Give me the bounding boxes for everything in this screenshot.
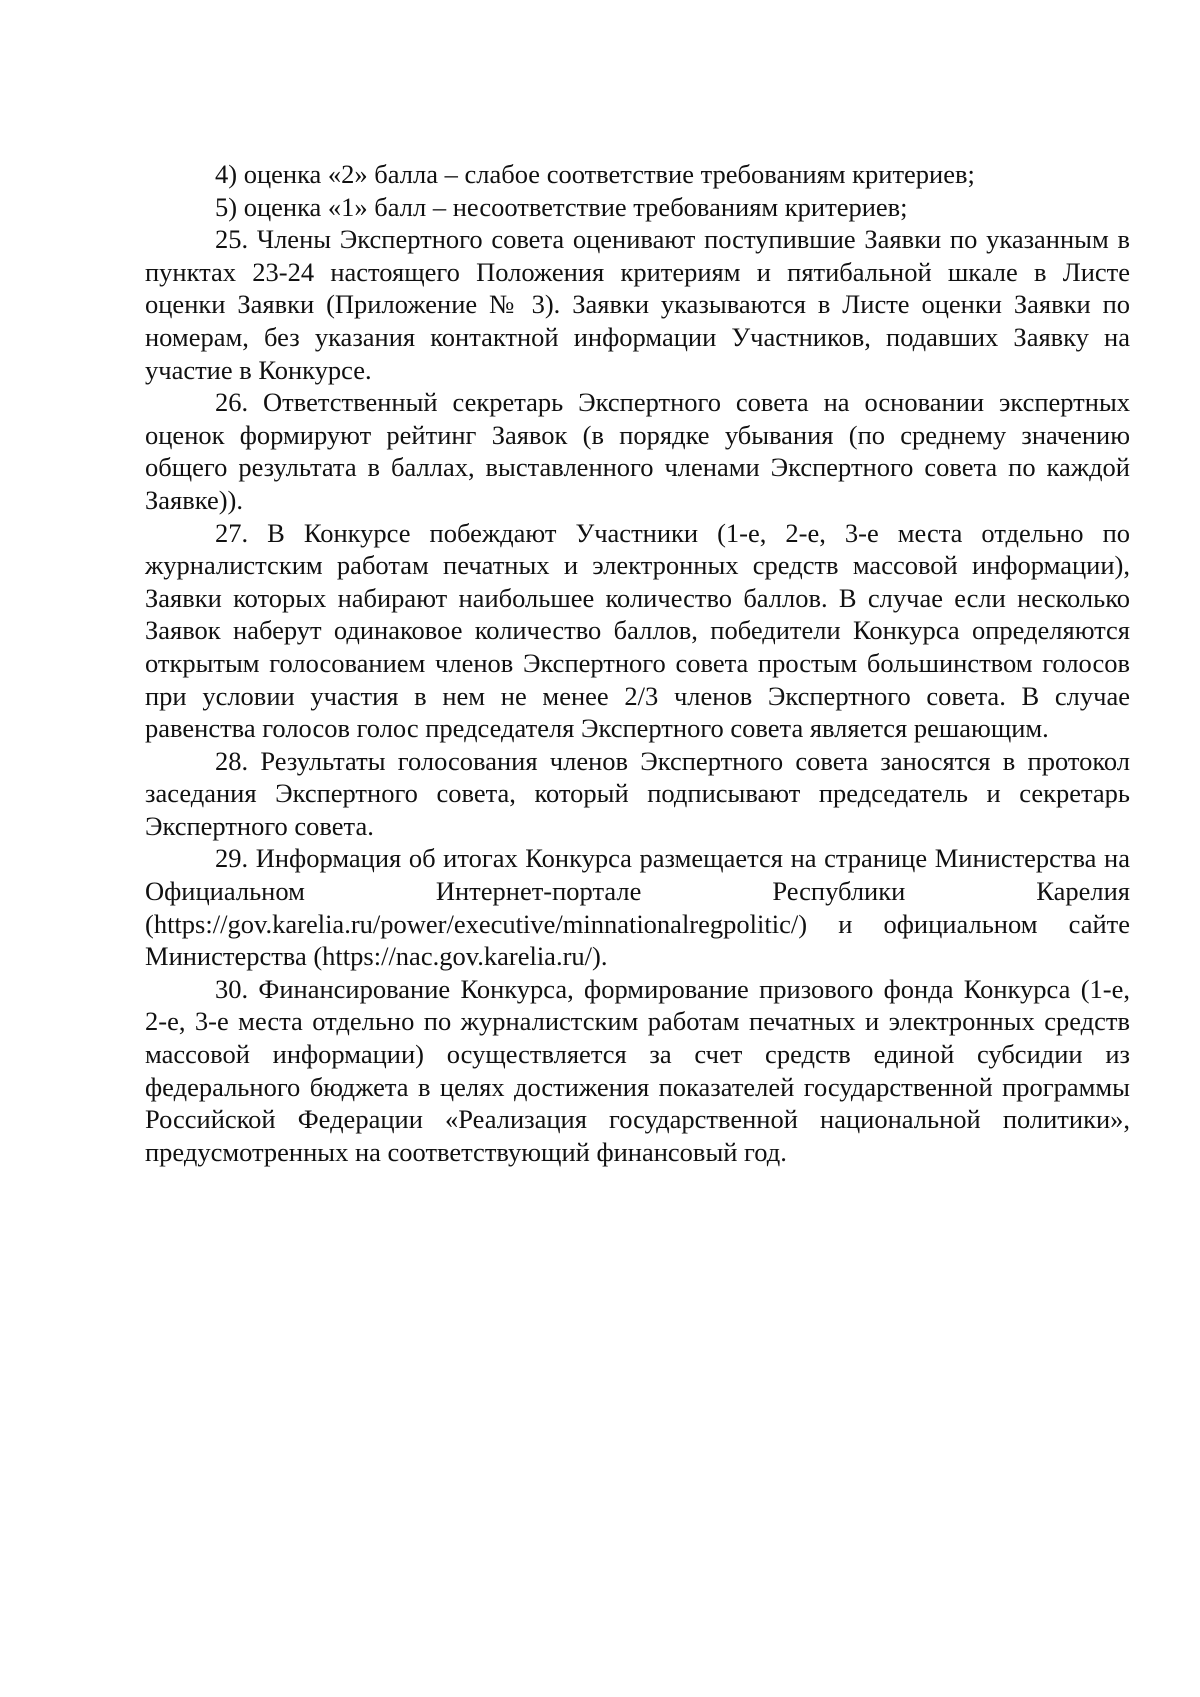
document-body (145, 158, 1130, 1168)
paragraph-27: 27. В Конкурсе побеждают Участники (1-е, 2-е, 3-е места отдельно по журналистским работам печатных и электронных средств массовой информации), Заявки которых набирают наибольшее количество баллов. В случае если несколько Заявок наберут одинаковое количество баллов, победители Конкурса определяются открытым голосованием членов Экспертного совета простым большинством голосов при условии участия в нем не менее 2/3 членов Экспертного совета. В случае равенства голосов голос председателя Экспертного совета является решающим. (145, 517, 1130, 744)
paragraph-25: 25. Члены Экспертного совета оценивают поступившие Заявки по указанным в пунктах 23-24 настоящего Положения критериям и пятибальной шкале в Листе оценки Заявки (Приложение № 3). Заявки указываются в Листе оценки Заявки по номерам, без указания контактной информации Участников, подавших Заявку на участие в Конкурсе. (145, 224, 1130, 385)
paragraph-30: 30. Финансирование Конкурса, формирование призового фонда Конкурса (1-е, 2-е, 3-е места отдельно по журналистским работам печатных и электронных средств массовой информации) осуществляется за счет средств единой субсидии из федерального бюджета в целях достижения показателей государственной программы Российской Федерации «Реализация государственной национальной политики», предусмотренных на соответствующий финансовый год. (145, 973, 1130, 1167)
paragraph-29: 29. Информация об итогах Конкурса размещается на странице Министерства на Официальном Интернет-портале Республики Карелия (https://gov.karelia.ru/power/executive/minnationalregpolitic/) и официальном сайте Министерства (https://nac.gov.karelia.ru/). (145, 843, 1130, 972)
paragraph-criteria-score-1: 5) оценка «1» балл – несоответствие требованиям критериев; (215, 191, 908, 222)
paragraph-28: 28. Результаты голосования членов Экспертного совета заносятся в протокол заседания Экспертного совета, который подписывают председатель и секретарь Экспертного совета. (145, 745, 1130, 841)
paragraph-26: 26. Ответственный секретарь Экспертного совета на основании экспертных оценок формируют рейтинг Заявок (в порядке убывания (по среднему значению общего результата в баллах, выставленного членами Экспертного совета по каждой Заявке)). (145, 387, 1130, 515)
paragraph-criteria-score-2: 4) оценка «2» балла – слабое соответствие требованиям критериев; (215, 159, 975, 189)
